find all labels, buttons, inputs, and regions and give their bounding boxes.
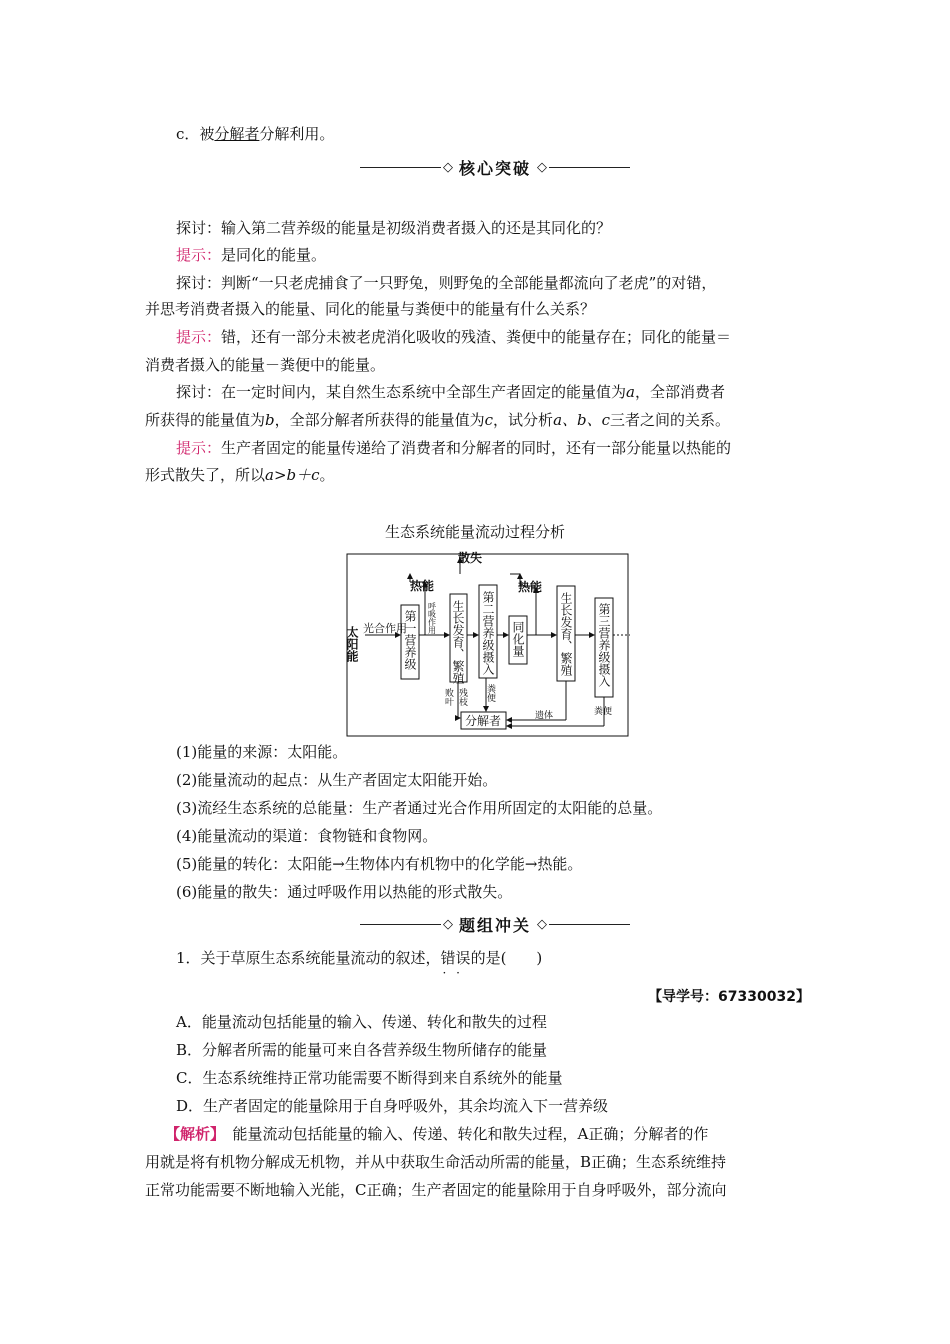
banner-rule-right	[549, 924, 630, 925]
label-heat-left: 热能	[410, 579, 435, 593]
box1-label: 第一营养级	[403, 610, 417, 670]
box5-label: 生长发育、繁殖	[559, 592, 573, 676]
label-fallen-leaves: 败叶	[443, 688, 453, 706]
energy-flow-diagram	[340, 548, 640, 738]
discussion-answer-1: 提示：是同化的能量。	[176, 246, 327, 264]
point-3: (3)流经生态系统的总能量：生产者通过光合作用所固定的太阳能的总量。	[176, 799, 663, 817]
option-a: A．能量流动包括能量的输入、传递、转化和散失的过程	[176, 1013, 547, 1031]
option-c: C．生态系统维持正常功能需要不断得到来自系统外的能量	[176, 1069, 563, 1087]
banner-rule-right	[549, 167, 630, 168]
diamond-icon: ◇	[443, 916, 453, 932]
banner-title: 核心突破	[459, 158, 532, 178]
diamond-icon: ◇	[443, 159, 453, 175]
option-b: B．分解者所需的能量可来自各营养级生物所储存的能量	[176, 1041, 548, 1059]
label-heat-right: 热能	[518, 580, 543, 594]
question-stem: 1．关于草原生态系统能量流动的叙述，错误 · ·的是( )	[176, 948, 841, 968]
analysis-line-1: 【解析】 能量流动包括能量的输入、传递、转化和散失过程，A正确；分解者的作	[165, 1125, 709, 1143]
label-photosynthesis: 光合作用	[363, 622, 407, 635]
discussion-question-3-line-1: 探讨：在一定时间内，某自然生态系统中全部生产者固定的能量值为a，全部消费者	[176, 383, 725, 401]
label-respiration: 呼吸作用	[427, 602, 437, 634]
banner-title: 题组冲关	[459, 915, 532, 935]
point-1: (1)能量的来源：太阳能。	[176, 743, 348, 761]
box3-label: 第二营养级摄入	[481, 591, 495, 675]
underlined-term: 分解者	[214, 125, 260, 143]
point-2: (2)能量流动的起点：从生产者固定太阳能开始。	[176, 771, 498, 789]
analysis-line-2: 用就是将有机物分解成无机物，并从中获取生命活动所需的能量，B正确；生态系统维持	[145, 1153, 727, 1171]
emphasis-dots: 错误 · ·	[441, 949, 471, 967]
section-banner-practice	[360, 914, 630, 934]
point-5: (5)能量的转化：太阳能→生物体内有机物中的化学能→热能。	[176, 855, 583, 873]
discussion-question-2-line-1: 探讨：判断“一只老虎捕食了一只野兔，则野兔的全部能量都流向了老虎”的对错，	[176, 274, 717, 292]
banner-rule-left	[360, 167, 441, 168]
diamond-icon: ◇	[537, 916, 548, 932]
label-feces-1: 粪便	[485, 684, 495, 702]
text-line-decomposer: c．被分解者分解利用。	[176, 125, 335, 143]
tip-label: 提示：	[176, 328, 222, 346]
analysis-line-3: 正常功能需要不断地输入光能，C正确；生产者固定的能量除用于自身呼吸外，部分流向	[145, 1181, 727, 1199]
section-banner-core	[360, 157, 630, 177]
discussion-question-1: 探讨：输入第二营养级的能量是初级消费者摄入的还是其同化的？	[176, 219, 612, 237]
label-branches: 残枝	[457, 688, 467, 706]
tip-label: 提示：	[176, 439, 222, 457]
label-solar-energy: 太阳能	[345, 626, 359, 662]
discussion-question-2-line-2: 并思考消费者摄入的能量、同化的能量与粪便中的能量有什么关系？	[145, 300, 596, 318]
discussion-answer-3-line-2: 形式散失了，所以a>b＋c。	[145, 466, 335, 484]
discussion-answer-3-line-1: 提示：生产者固定的能量传递给了消费者和分解者的同时，还有一部分能量以热能的	[176, 439, 732, 457]
option-d: D．生产者固定的能量除用于自身呼吸外，其余均流入下一营养级	[176, 1097, 609, 1115]
box2-label: 生长发育、繁殖	[451, 600, 465, 684]
label-dispersal: 散失	[458, 551, 483, 565]
discussion-question-3-line-2: 所获得的能量值为b，全部分解者所获得的能量值为c，试分析a、b、c三者之间的关系。	[145, 411, 731, 429]
analysis-label: 【解析】	[165, 1125, 218, 1143]
point-6: (6)能量的散失：通过呼吸作用以热能的形式散失。	[176, 883, 513, 901]
banner-rule-left	[360, 924, 441, 925]
discussion-answer-2-line-1: 提示：错，还有一部分未被老虎消化吸收的残渣、粪便中的能量存在；同化的能量＝	[176, 328, 732, 346]
label-remains: 遗体	[535, 711, 554, 721]
point-4: (4)能量流动的渠道：食物链和食物网。	[176, 827, 438, 845]
discussion-answer-2-line-2: 消费者摄入的能量－粪便中的能量。	[145, 356, 386, 374]
label-feces-2: 粪便	[594, 707, 613, 717]
label-decomposer: 分解者	[465, 714, 502, 728]
box6-label: 第三营养级摄入	[597, 603, 611, 687]
figure-caption: 生态系统能量流动过程分析	[384, 523, 565, 541]
guide-number: 【导学号：67330032】	[648, 989, 810, 1005]
box4-label: 同化量	[511, 621, 525, 657]
diamond-icon: ◇	[537, 159, 548, 175]
tip-label: 提示：	[176, 246, 222, 264]
